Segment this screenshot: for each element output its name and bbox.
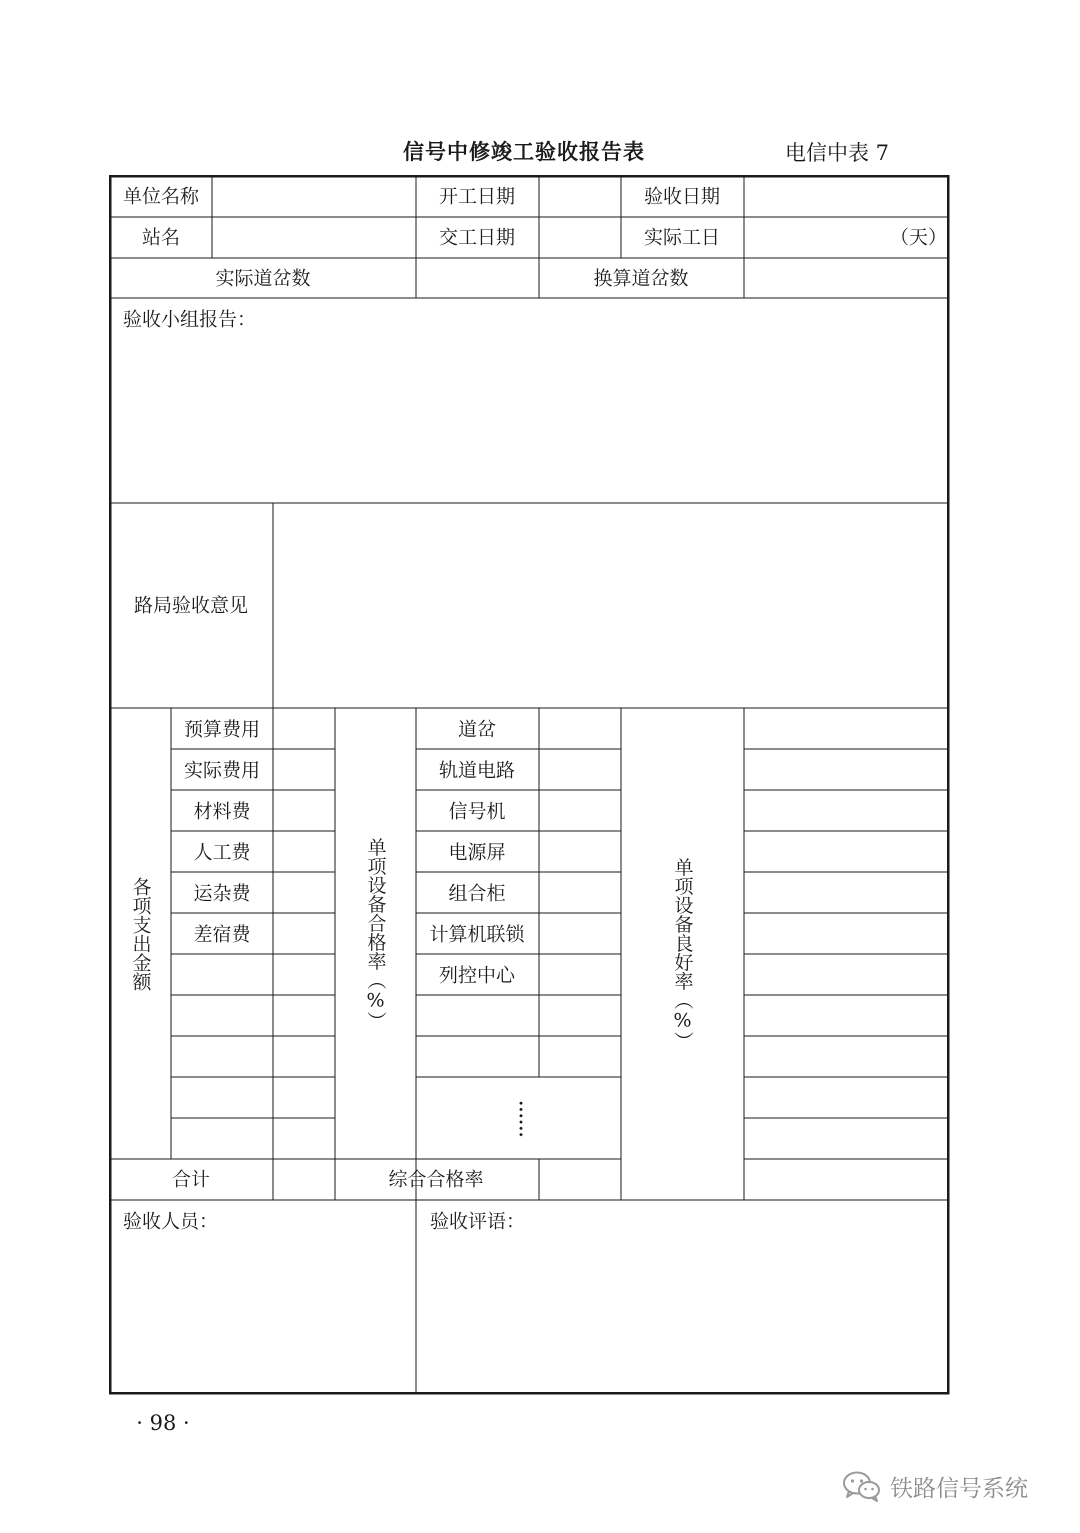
station-name-label: 站名 [141,226,181,249]
equipment-item: 电源屏 [448,841,506,864]
expenses-group-label: 各项支出金额 [129,877,152,991]
wechat-icon [842,1469,882,1503]
expense-item: 人工费 [193,841,251,864]
total-label: 合计 [171,1168,211,1191]
expense-item: 实际费用 [183,759,261,782]
actual-turnouts-label: 实际道岔数 [215,267,311,290]
equipment-item: 计算机联锁 [429,923,525,946]
equipment-item: 道岔 [457,718,497,741]
completion-date-label: 交工日期 [438,226,516,249]
page-number: · 98 · [136,1411,190,1435]
watermark-text: 铁路信号系统 [890,1475,1028,1502]
good-rate-label: 单项设备良好率（%） [671,857,694,1051]
start-date-label: 开工日期 [438,185,516,208]
equipment-item: 信号机 [448,800,506,823]
form-title: 信号中修竣工验收报告表 [403,140,645,164]
actual-workdays-label: 实际工日 [643,226,721,249]
equipment-item: 列控中心 [438,964,516,987]
acceptance-date-label: 验收日期 [643,185,721,208]
group-report-label: 验收小组报告： [123,308,257,331]
qualified-rate-label: 单项设备合格率（%） [364,837,387,1031]
overall-rate-label: 综合合格率 [388,1168,484,1191]
watermark [842,1469,1028,1503]
equipment-item: 轨道电路 [438,759,516,782]
form-code: 电信中表 7 [785,141,890,165]
bureau-opinion-label: 路局验收意见 [133,594,249,617]
days-unit-label: （天） [890,226,948,249]
acceptance-comment-label: 验收评语： [430,1210,526,1233]
expense-item: 材料费 [193,800,251,823]
expense-item: 差宿费 [193,923,251,946]
expense-item: 预算费用 [183,718,261,741]
equipment-item: 组合柜 [448,882,506,905]
continuation-ellipsis [519,1100,523,1138]
unit-name-label: 单位名称 [122,185,200,208]
converted-turnouts-label: 换算道岔数 [593,267,689,290]
expense-item: 运杂费 [193,882,251,905]
acceptance-staff-label: 验收人员： [123,1210,219,1233]
